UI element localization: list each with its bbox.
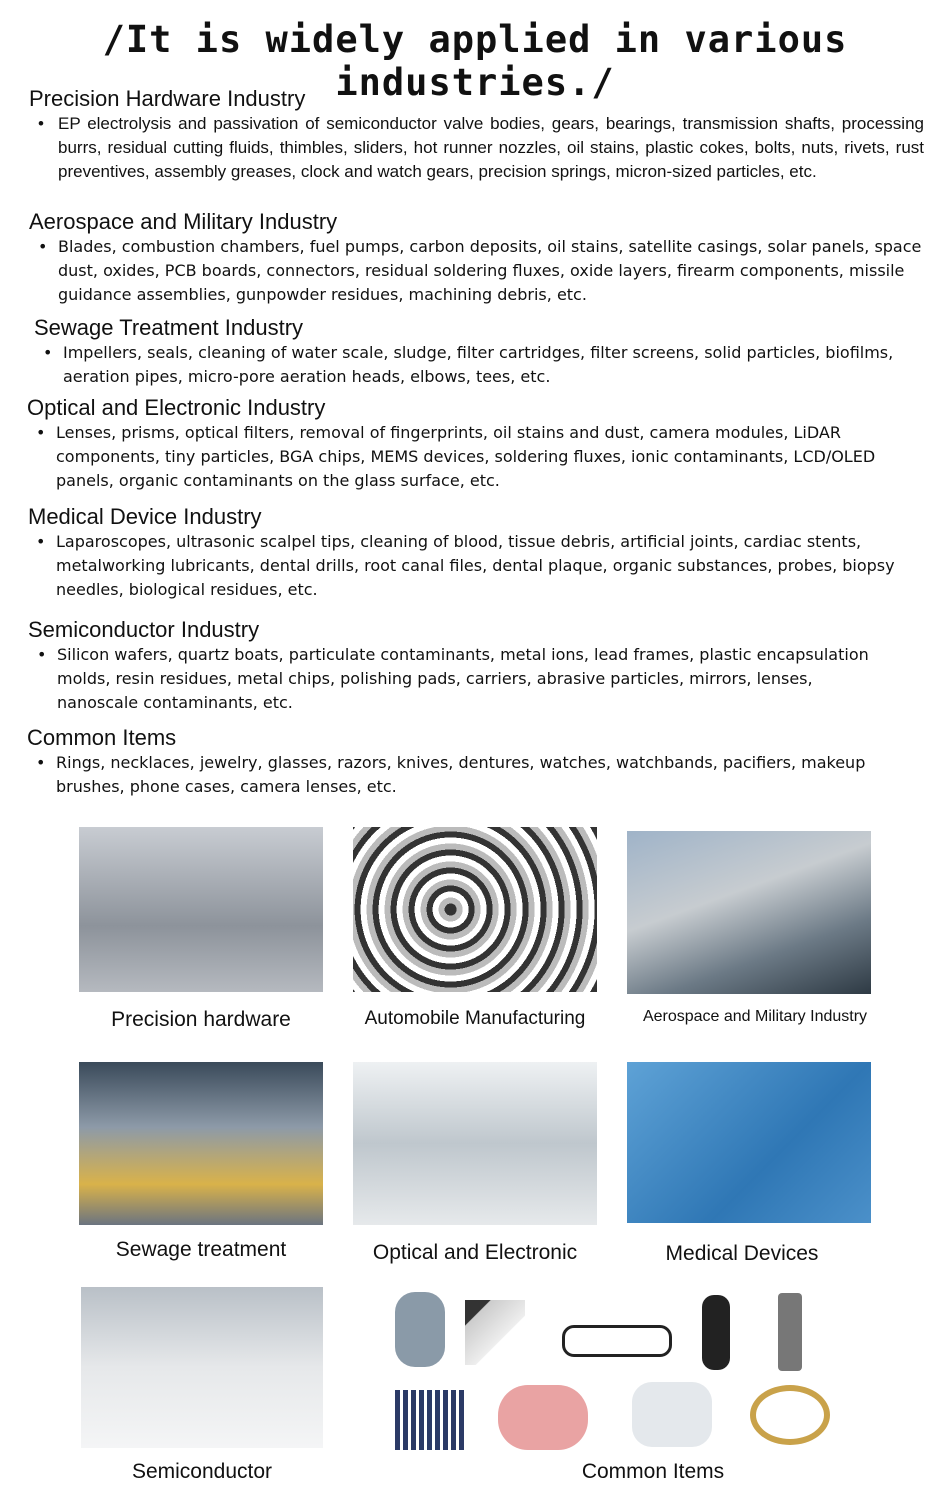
section-heading: Precision Hardware Industry (29, 86, 306, 111)
medical-devices-image (627, 1062, 871, 1223)
common-items-collage (390, 1290, 840, 1455)
precision-hardware-image (79, 827, 323, 992)
section-aerospace (0, 209, 950, 307)
section-bullet: • Laparoscopes, ultrasonic scalpel tips, cleaning of blood, tissue debris, artificial joints, cardiac stents, metalworking lubricants, dental drills, root canal files, dental plaque, organic substances, probes, biopsy needles, biological residues, etc. (56, 530, 926, 602)
section-bullet: • Lenses, prisms, optical filters, removal of fingerprints, oil stains and dust, camera modules, LiDAR components, tiny particles, BGA chips, MEMS devices, soldering fluxes, ionic contaminants, LCD/OLED panels, organic contaminants on the glass surface, etc. (56, 421, 896, 493)
sewage-treatment-image (79, 1062, 323, 1225)
section-precision-hardware (0, 86, 950, 184)
image-caption: Common Items (581, 1460, 725, 1483)
brushes-icon (395, 1390, 465, 1450)
section-bullet: • Silicon wafers, quartz boats, particulate contaminants, metal ions, lead frames, plastic encapsulation molds, resin residues, metal chips, polishing pads, carriers, abrasive particles, mirrors, lenses, nanoscale contaminants, etc. (57, 643, 897, 715)
section-heading: Sewage Treatment Industry (34, 315, 304, 340)
image-caption: Precision hardware (111, 1008, 291, 1031)
section-bullet: • Rings, necklaces, jewelry, glasses, razors, knives, dentures, watches, watchbands, pacifiers, makeup brushes, phone cases, camera lenses, etc. (56, 751, 896, 799)
image-caption: Sewage treatment (115, 1238, 287, 1261)
bottle-icon (778, 1293, 802, 1371)
section-heading: Optical and Electronic Industry (27, 395, 326, 420)
aerospace-image (627, 831, 871, 994)
image-caption: Optical and Electronic (372, 1241, 578, 1264)
section-heading: Medical Device Industry (28, 504, 262, 529)
watch-icon (395, 1292, 445, 1367)
image-caption: Automobile Manufacturing (364, 1008, 586, 1029)
page-title: /It is widely applied in various industries./ (102, 18, 848, 104)
section-bullet: • Impellers, seals, cleaning of water scale, sludge, filter cartridges, filter screens, solid particles, biofilms, aeration pipes, micro-pore aeration heads, elbows, tees, etc. (63, 341, 928, 389)
section-sewage (0, 315, 950, 389)
section-heading: Semiconductor Industry (28, 617, 260, 642)
image-caption: Semiconductor (131, 1460, 273, 1483)
pacifiers-icon (632, 1382, 712, 1447)
section-bullet: • Blades, combustion chambers, fuel pumps, carbon deposits, oil stains, satellite casings, solar panels, space dust, oxides, PCB boards, connectors, residual soldering fluxes, oxide layers, firearm components, missile guidance assemblies, gunpowder residues, machining debris, etc. (58, 235, 928, 307)
glasses-icon (562, 1325, 672, 1357)
razor-icon (702, 1295, 730, 1370)
image-caption: Aerospace and Military Industry (642, 1008, 868, 1025)
section-optical (0, 395, 950, 493)
section-semiconductor (0, 617, 950, 715)
image-caption: Medical Devices (665, 1242, 819, 1265)
optical-electronic-image (353, 1062, 597, 1225)
ring-icon (750, 1385, 830, 1445)
section-common-items (0, 725, 950, 799)
section-heading: Common Items (27, 725, 177, 750)
section-heading: Aerospace and Military Industry (29, 209, 338, 234)
semiconductor-image (81, 1287, 323, 1448)
section-bullet: • EP electrolysis and passivation of semiconductor valve bodies, gears, bearings, transmission shafts, processing burrs, residual cutting fluids, thimbles, sliders, hot runner nozzles, oil stains, plastic cokes, bolts, nuts, rivets, rust preventives, assembly greases, clock and watch gears, precision springs, micron-sized particles, etc. (58, 112, 924, 184)
knives-icon (465, 1300, 525, 1365)
automobile-parts-image (353, 827, 597, 992)
section-medical (0, 504, 950, 602)
dentures-icon (498, 1385, 588, 1450)
